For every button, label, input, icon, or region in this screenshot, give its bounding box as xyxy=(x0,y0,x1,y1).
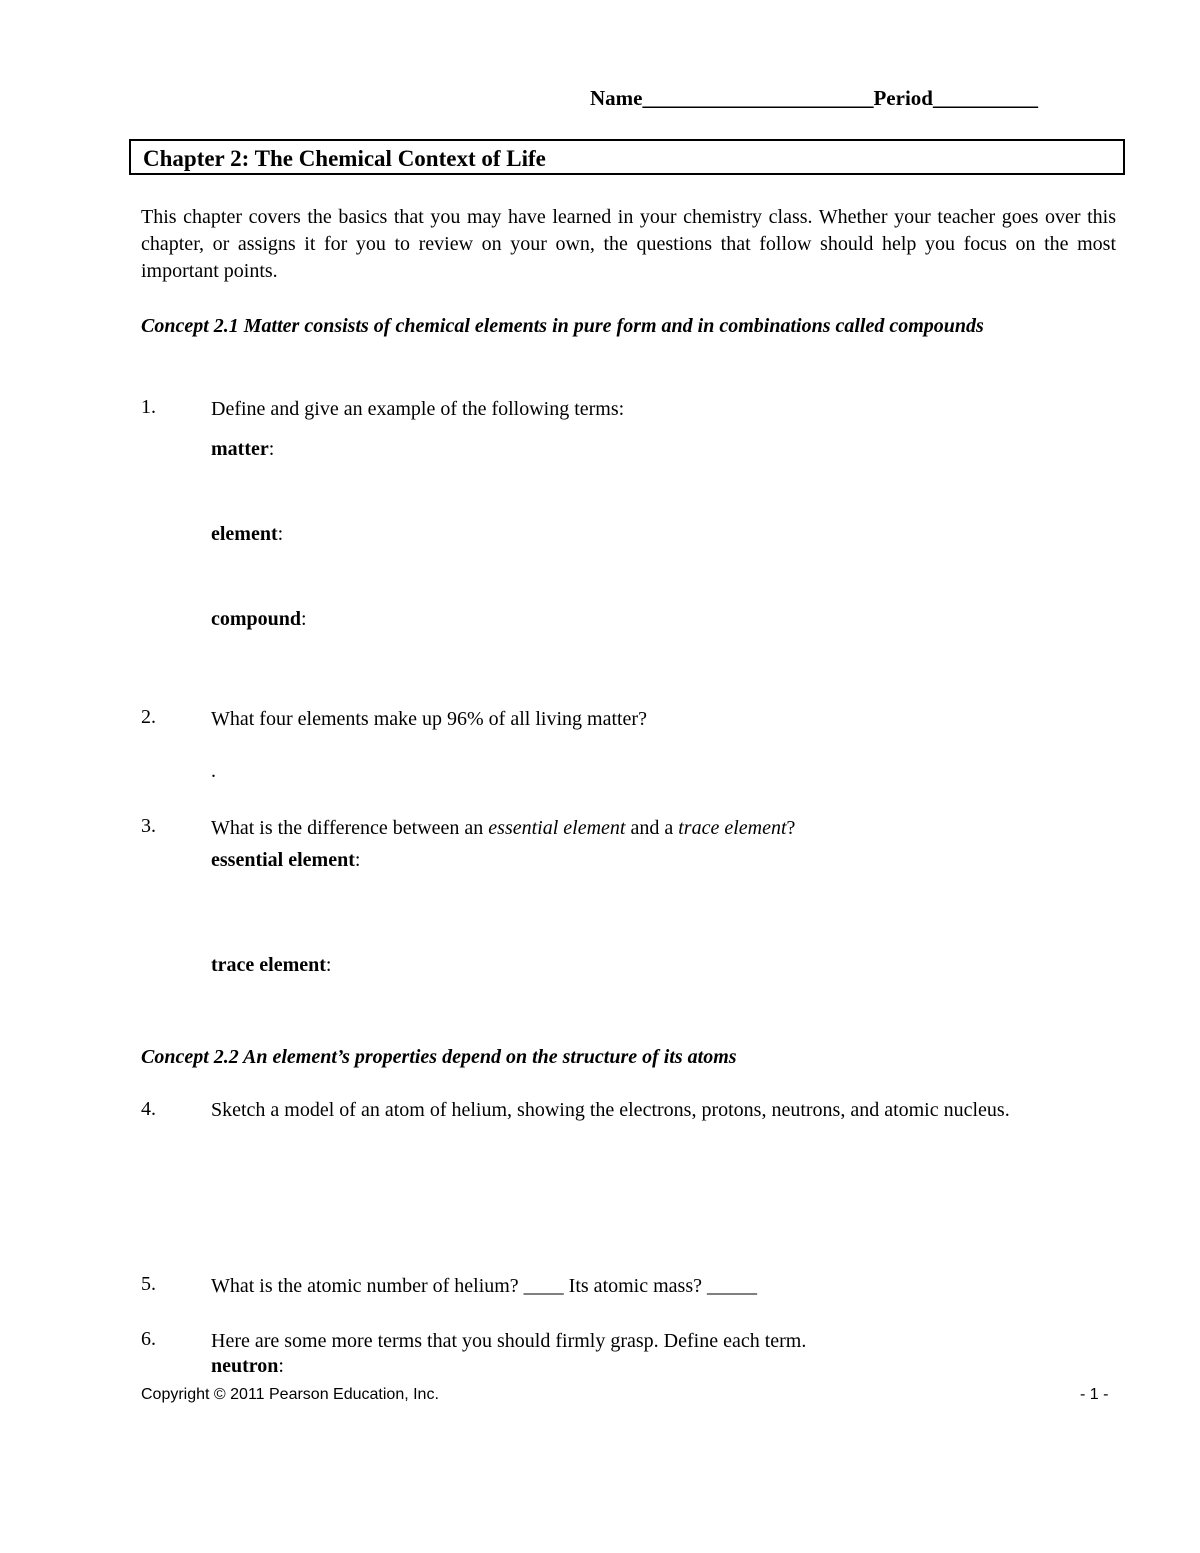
term-compound xyxy=(211,608,307,631)
term-colon: : xyxy=(325,954,332,976)
term-colon: : xyxy=(301,608,307,630)
concept-2-2-heading: Concept 2.2 An element’s properties depend on the structure of its atoms xyxy=(141,1046,737,1068)
question-2-dot: . xyxy=(211,760,216,782)
chapter-title-box xyxy=(129,139,1125,175)
q3-trace-element-em: trace element xyxy=(678,817,787,839)
term-label: trace element xyxy=(211,954,326,976)
copyright-footer: Copyright © 2011 Pearson Education, Inc. xyxy=(141,1386,439,1403)
question-2-text: What four elements make up 96% of all living matter? xyxy=(211,708,647,730)
question-1-number: 1. xyxy=(141,396,156,418)
question-2-number: 2. xyxy=(141,706,156,728)
question-5-text: What is the atomic number of helium? ____ Its atomic mass? _____ xyxy=(211,1275,757,1297)
term-essential-element xyxy=(211,849,360,872)
intro-paragraph: This chapter covers the basics that you may have learned in your chemistry class. Whether your teacher goes over this chapter, or assigns it for you to review on your own, the questions that follow should help you focus on the most important points. xyxy=(141,206,1116,282)
chapter-title: Chapter 2: The Chemical Context of Life xyxy=(143,146,546,171)
q3-text-middle: and a xyxy=(625,817,679,839)
question-1-text: Define and give an example of the following terms: xyxy=(211,398,625,420)
name-period-line: Name______________________Period__________ xyxy=(590,86,1038,110)
term-colon: : xyxy=(277,523,284,545)
concept-2-1-heading: Concept 2.1 Matter consists of chemical elements in pure form and in combinations called compounds xyxy=(141,315,984,337)
term-label: neutron xyxy=(211,1355,279,1377)
term-trace-element xyxy=(211,954,331,977)
q3-text-after: ? xyxy=(786,817,796,839)
q3-essential-element-em: essential element xyxy=(488,817,626,839)
term-label: compound xyxy=(211,608,302,630)
term-colon: : xyxy=(268,438,275,460)
term-label: essential element xyxy=(211,849,355,871)
question-5-number: 5. xyxy=(141,1273,156,1295)
page-number: - 1 - xyxy=(1080,1386,1109,1403)
q3-text-before: What is the difference between an xyxy=(211,817,489,839)
term-label: matter xyxy=(211,438,269,460)
term-neutron xyxy=(211,1355,284,1378)
question-3-text xyxy=(211,815,1116,842)
term-colon: : xyxy=(354,849,361,871)
term-label: element xyxy=(211,523,278,545)
question-4-number: 4. xyxy=(141,1098,156,1120)
term-element xyxy=(211,523,283,546)
term-colon: : xyxy=(278,1355,284,1377)
term-matter xyxy=(211,438,274,461)
question-3-number: 3. xyxy=(141,815,156,837)
question-6-text: Here are some more terms that you should firmly grasp. Define each term. xyxy=(211,1330,807,1352)
question-4-text: Sketch a model of an atom of helium, showing the electrons, protons, neutrons, and atomic nucleus. xyxy=(211,1099,1010,1121)
question-6-number: 6. xyxy=(141,1328,156,1350)
